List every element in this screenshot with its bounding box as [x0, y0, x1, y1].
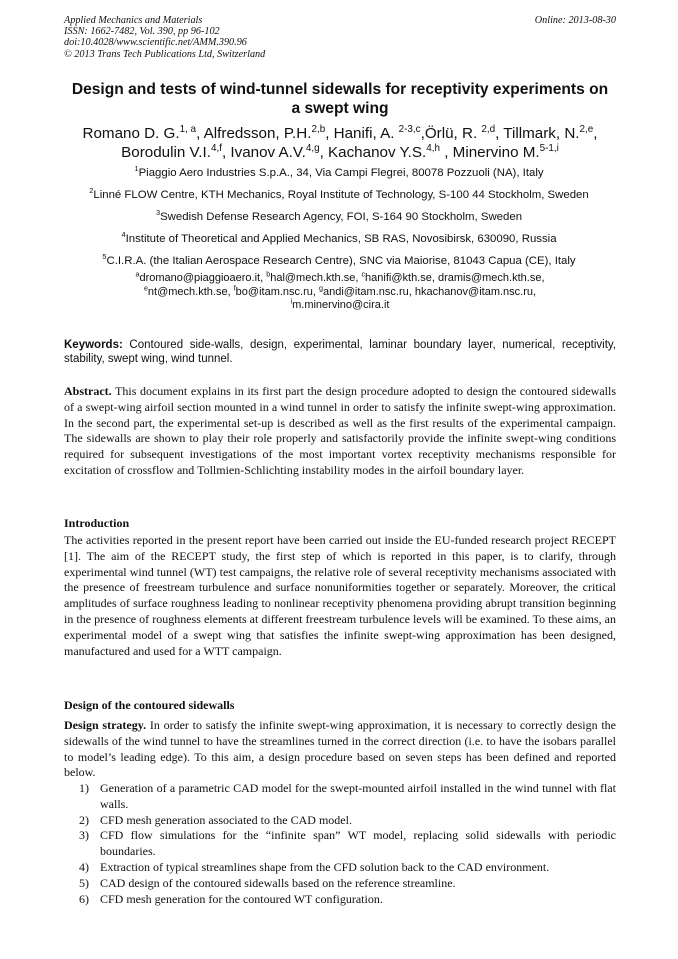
author-name: Örlü, R. [424, 125, 482, 142]
author-affil-sup: 2,d [481, 123, 496, 135]
email-address: hal@mech.kth.se, [270, 272, 362, 284]
email-address: hanifi@kth.se, dramis@mech.kth.se, [365, 272, 545, 284]
author-emails [60, 272, 620, 313]
author-separator: , [495, 125, 504, 142]
list-item [64, 813, 616, 829]
affiliation-sup: 1 [134, 164, 139, 174]
copyright-line: © 2013 Trans Tech Publications Ltd, Switzerland [64, 48, 266, 60]
issn-line: ISSN: 1662-7482, Vol. 390, pp 96-102 [64, 26, 220, 38]
step-text: CFD flow simulations for the “infinite span” WT model, replacing solid sidewalls with periodic boundaries. [100, 828, 616, 859]
keywords-label: Keywords: [64, 339, 123, 351]
step-text: Extraction of typical streamlines shape from the CFD solution back to the CAD environment. [100, 859, 550, 874]
email-address: m.minervino@cira.it [292, 299, 390, 312]
author-name: Kachanov Y.S. [328, 144, 427, 161]
paper-title [55, 80, 625, 118]
email-sup: a [135, 270, 140, 279]
email-sup: i [290, 297, 293, 306]
author-name: Alfredsson, P.H. [203, 125, 312, 142]
affiliation-5 [30, 254, 648, 268]
author-separator: , [196, 125, 204, 142]
step-text: CAD design of the contoured sidewalls based on the reference streamline. [100, 875, 456, 890]
email-sup: e [143, 283, 148, 292]
affiliation-text: Swedish Defense Research Agency, FOI, S-164 90 Stockholm, Sweden [160, 211, 523, 223]
email-line-3 [60, 299, 620, 313]
design-heading: Design of the contoured sidewalls [64, 698, 235, 712]
author-separator: , [440, 144, 453, 161]
author-affil-sup: 4,g [305, 142, 320, 154]
author-name: Minervino M. [452, 144, 540, 161]
author-affil-sup: 4,h [426, 142, 440, 154]
author-affil-sup: 2,e [579, 123, 594, 135]
introduction-heading: Introduction [64, 516, 130, 530]
author-affil-sup: 1, a [179, 123, 197, 135]
step-number: 3) [79, 828, 89, 843]
affiliation-sup: 3 [155, 208, 161, 218]
design-strategy-label: Design strategy. [64, 718, 147, 732]
author-name: Hanifi, A. [333, 125, 399, 142]
email-line-2 [60, 283, 620, 300]
title-line-2: a swept wing [291, 100, 389, 117]
author-list [40, 124, 640, 162]
author-affil-sup: 4,f [210, 142, 222, 154]
affiliation-3 [30, 210, 648, 224]
email-address: dromano@piaggioaero.it, [139, 272, 267, 284]
author-affil-sup: 2-3,c [398, 123, 421, 135]
email-address: andi@itam.nsc.ru, hkachanov@itam.nsc.ru, [322, 285, 537, 298]
author-separator: , [221, 144, 231, 161]
list-item [64, 860, 616, 876]
email-address: bo@itam.nsc.ru, [235, 285, 319, 298]
title-line-1: Design and tests of wind-tunnel sidewalls for receptivity experiments on [71, 81, 609, 98]
step-number: 2) [79, 812, 89, 827]
list-item [64, 876, 616, 892]
step-text: CFD mesh generation for the contoured WT configuration. [100, 891, 383, 906]
step-text: CFD mesh generation associated to the CAD model. [100, 812, 352, 827]
email-sup: g [318, 283, 323, 292]
design-strategy [64, 718, 616, 781]
author-affil-sup: 5-1,i [539, 142, 559, 154]
affiliation-sup: 5 [102, 252, 107, 262]
author-name: Ivanov A.V. [230, 144, 306, 161]
abstract-label: Abstract. [64, 384, 112, 398]
author-separator: , [593, 125, 598, 142]
online-date: Online: 2013-08-30 [534, 15, 616, 26]
step-number: 4) [79, 859, 89, 874]
list-item [64, 781, 616, 813]
step-number: 6) [79, 891, 89, 906]
abstract [64, 384, 616, 479]
affiliation-1 [30, 166, 648, 180]
doi-line: doi:10.4028/www.scientific.net/AMM.390.96 [64, 37, 247, 49]
email-sup: b [266, 270, 271, 279]
keywords [64, 338, 616, 366]
affiliation-text: Institute of Theoretical and Applied Mechanics, SB RAS, Novosibirsk, 630090, Russia [125, 233, 557, 245]
email-address: nt@mech.kth.se, [147, 285, 234, 298]
keywords-text: Contoured side-walls, design, experimental, laminar boundary layer, numerical, receptivity, stability, swept wing, wind tunnel. [64, 339, 616, 366]
author-name: Borodulin V.I. [121, 144, 211, 161]
email-sup: c [361, 270, 366, 279]
affiliation-text: C.I.R.A. (the Italian Aerospace Research Centre), SNC via Maiorise, 81043 Capua (CE), Italy [106, 255, 576, 267]
affiliation-2 [30, 188, 648, 202]
author-line-2 [40, 143, 640, 162]
list-item [64, 828, 616, 860]
author-line-1 [40, 124, 640, 143]
affiliation-4 [30, 232, 648, 246]
journal-name: Applied Mechanics and Materials [64, 15, 203, 26]
list-item [64, 892, 616, 908]
author-name: Tillmark, N. [503, 125, 580, 142]
abstract-text: This document explains in its first part the design procedure adopted to design the contoured sidewalls of a swept-wing airfoil section mounted in a wind tunnel in order to satisfy the infinite swept-wing approximation. In the second part, the experimental set-up is described as well as the first results of the experimental campaign. The sidewalls are shown to play their role properly and satisfactorily provide the infinite swept-wing conditions required for subsequent investigations of the most important vortex receptivity mechanisms responsible for excitation of crossflow and Tollmien-Schlichting instability modes in the airfoil boundary layer. [64, 384, 616, 477]
design-strategy-text: In order to satisfy the infinite swept-wing approximation, it is necessary to correctly design the sidewalls of the wind tunnel to have the streamlines turned in the correct direction (i.e. to have the isobars parallel to model’s leading edge). To this aim, a design procedure based on seven steps has been defined and reported below. [64, 718, 616, 780]
affiliation-sup: 2 [89, 186, 94, 196]
journal-header [64, 15, 616, 60]
design-steps-list [64, 781, 616, 907]
step-number: 1) [79, 781, 89, 795]
affiliation-text: Linné FLOW Centre, KTH Mechanics, Royal Institute of Technology, S-100 44 Stockholm, Sweden [93, 189, 589, 201]
author-separator: , [325, 125, 334, 142]
author-affil-sup: 2,b [311, 123, 326, 135]
email-sup: f [233, 283, 236, 292]
author-name: Romano D. G. [82, 125, 180, 142]
step-text: Generation of a parametric CAD model for the swept-mounted airfoil installed in the wind tunnel with flat walls. [100, 781, 616, 811]
author-separator: , [319, 144, 329, 161]
step-number: 5) [79, 875, 89, 890]
affiliation-sup: 4 [121, 230, 126, 240]
introduction-text: The activities reported in the present report have been carried out inside the EU-funded research project RECEPT [1]. The aim of the RECEPT study, the first step of which is reported in this paper, is to clarify, through experimental wind tunnel (WT) test campaigns, the relative role of several receptivity mechanisms associated with the presence of freestream turbulence and surface nonuniformities together or separately. Moreover, the critical amplitudes of surface roughness leading to nonlinear receptivity phenomena providing abrupt transition beginning in the presence of roughness elements at different freestream turbulence levels will be examined. To these aims, an experimental model of a swept wing that satisfies the infinite swept-wing approximation has been designed, manufactured and used for a WTT campaign. [64, 533, 616, 658]
author-separator: , [420, 125, 425, 142]
affiliation-text: Piaggio Aero Industries S.p.A., 34, Via Campi Flegrei, 80078 Pozzuoli (NA), Italy [138, 167, 544, 179]
